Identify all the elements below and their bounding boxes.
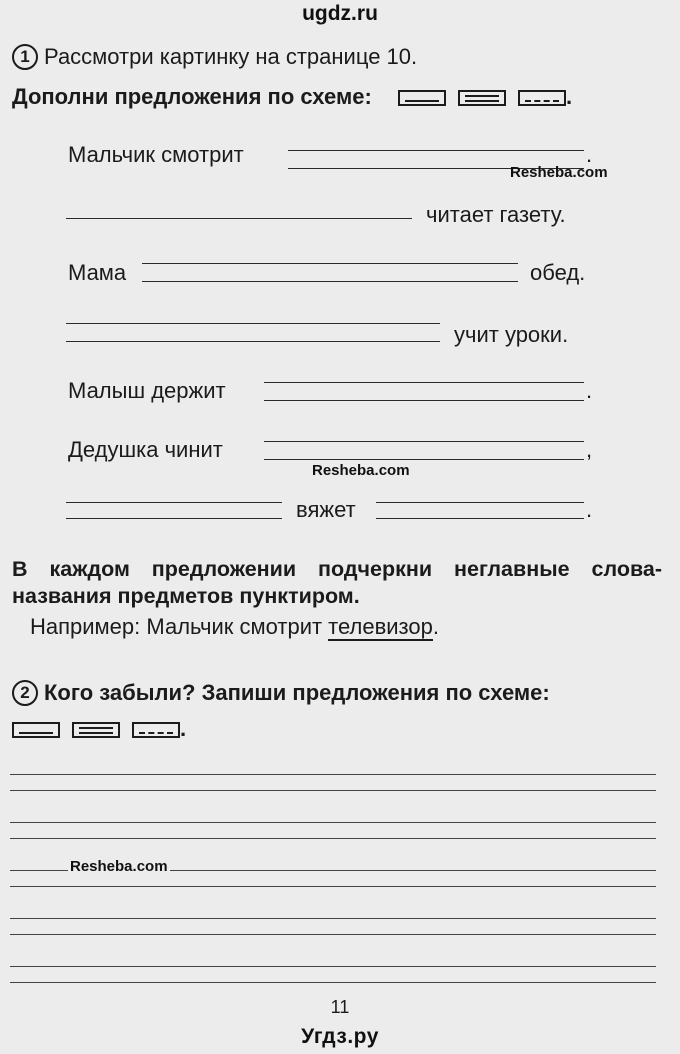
task1-note: В каждом предложении подчеркни неглавные слова-названия предметов пунктиром. — [12, 557, 662, 608]
watermark: Resheba.com — [312, 462, 410, 479]
sentence-6-end: , — [586, 437, 593, 462]
answer-line-3b[interactable] — [142, 281, 518, 282]
writing-line[interactable] — [10, 982, 656, 983]
site-footer: Угдз.ру — [301, 1025, 379, 1048]
answer-line-6a[interactable] — [264, 441, 584, 442]
watermark: Resheba.com — [510, 164, 608, 181]
writing-line[interactable] — [10, 774, 656, 775]
task1-title: Рассмотри картинку на странице 10. — [44, 44, 418, 69]
sentence-4-end: учит уроки. — [454, 322, 569, 347]
writing-line[interactable] — [10, 822, 656, 823]
writing-line[interactable] — [10, 790, 656, 791]
example-underlined-word: телевизор — [328, 614, 433, 639]
single-underline-box-icon — [398, 90, 446, 106]
writing-line[interactable] — [10, 918, 656, 919]
task1-period: . — [566, 84, 573, 109]
answer-line-7c[interactable] — [376, 502, 584, 503]
writing-line[interactable] — [10, 886, 656, 887]
example-prefix: Например: Мальчик смотрит — [30, 614, 329, 639]
task1-instruction-row — [12, 84, 572, 110]
answer-line-4b[interactable] — [66, 341, 440, 342]
task2-scheme-row — [12, 716, 186, 742]
double-underline-box-icon — [72, 722, 120, 738]
task2-number: 2 — [12, 680, 38, 706]
dashed-underline-box-icon — [518, 90, 566, 106]
task2-heading — [12, 680, 550, 706]
single-underline-box-icon — [12, 722, 60, 738]
sentence-2-end: читает газету. — [426, 202, 566, 227]
task2-period: . — [180, 716, 187, 741]
dashed-underline-box-icon — [132, 722, 180, 738]
page-number: 11 — [330, 997, 350, 1017]
sentence-3-start: Мама — [68, 260, 127, 285]
task1-number: 1 — [12, 44, 38, 70]
answer-line-2[interactable] — [66, 218, 412, 219]
writing-line[interactable] — [10, 838, 656, 839]
sentence-1-start: Мальчик смотрит — [68, 142, 244, 167]
answer-line-1a[interactable] — [288, 150, 584, 151]
answer-line-6b[interactable] — [264, 459, 584, 460]
watermark: Resheba.com — [70, 858, 168, 875]
example-end: . — [432, 614, 439, 639]
sentence-5-end: . — [586, 378, 593, 403]
site-header: ugdz.ru — [302, 2, 378, 25]
answer-line-3a[interactable] — [142, 263, 518, 264]
task1-example — [30, 614, 439, 640]
answer-line-5a[interactable] — [264, 382, 584, 383]
task1-instruction: Дополни предложения по схеме: — [12, 84, 372, 109]
writing-line[interactable] — [10, 934, 656, 935]
double-underline-box-icon — [458, 90, 506, 106]
sentence-7-middle: вяжет — [296, 497, 356, 522]
sentence-3-end: обед. — [530, 260, 586, 285]
answer-line-5b[interactable] — [264, 400, 584, 401]
task2-title: Кого забыли? Запиши предложения по схеме: — [44, 680, 550, 705]
answer-line-7b[interactable] — [66, 518, 282, 519]
sentence-1-end: . — [586, 142, 593, 167]
task1-heading — [12, 44, 417, 70]
writing-line[interactable] — [10, 966, 656, 967]
answer-line-4a[interactable] — [66, 323, 440, 324]
sentence-7-end: . — [586, 497, 593, 522]
sentence-6-start: Дедушка чинит — [68, 437, 223, 462]
answer-line-7d[interactable] — [376, 518, 584, 519]
sentence-5-start: Малыш держит — [68, 378, 226, 403]
answer-line-7a[interactable] — [66, 502, 282, 503]
